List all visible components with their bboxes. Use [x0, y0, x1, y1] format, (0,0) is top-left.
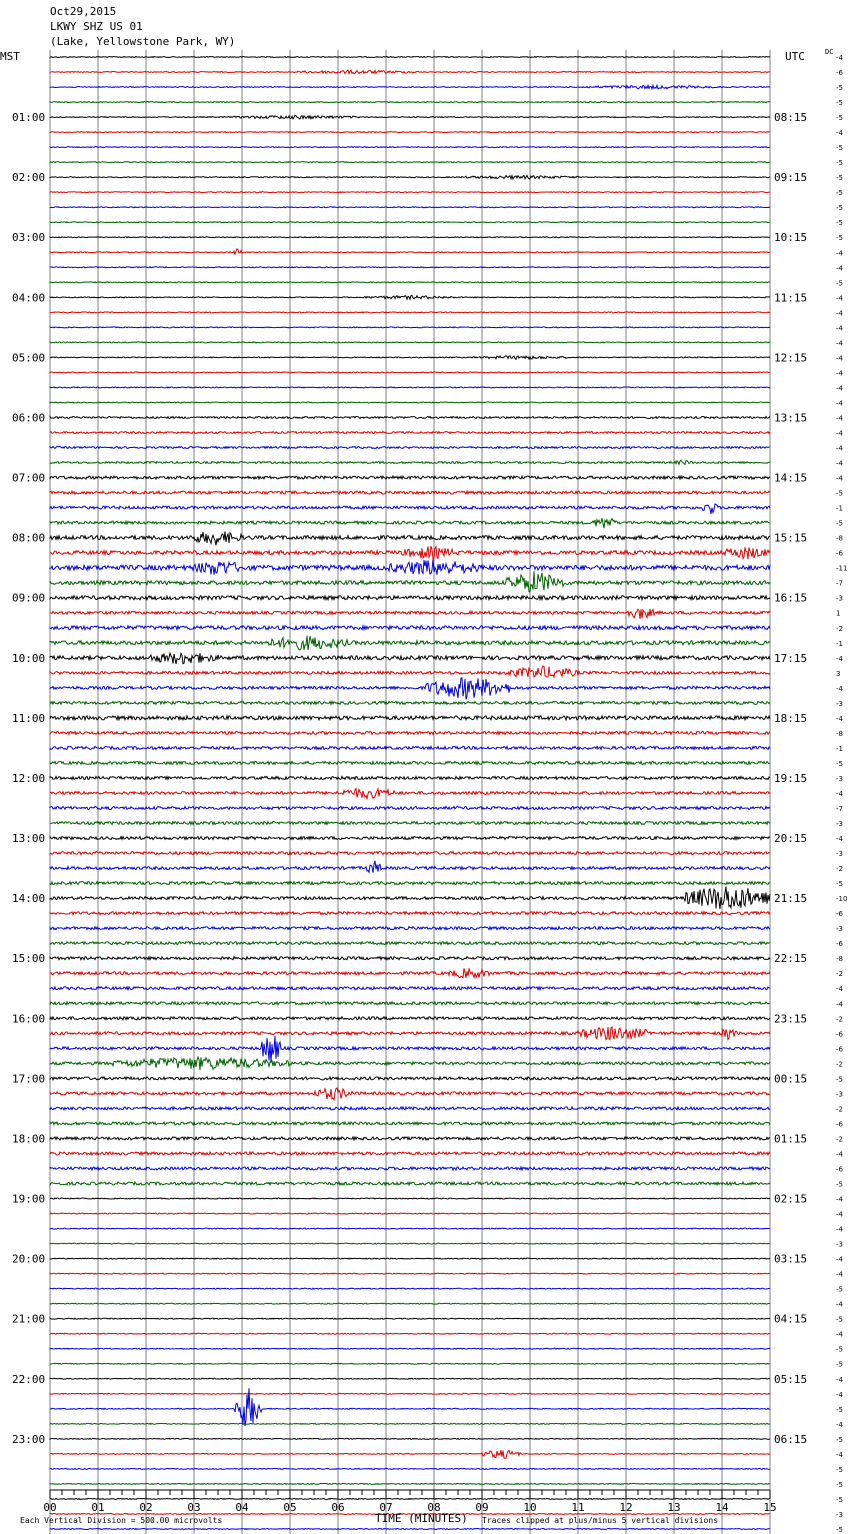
dc-offset-label: -4 — [836, 1255, 843, 1264]
trace-row-13-red — [50, 249, 770, 254]
x-tick-label: 02 — [139, 1501, 153, 1514]
dc-offset-label: -5 — [836, 1315, 843, 1324]
x-tick-label: 09 — [475, 1501, 489, 1514]
dc-offset-label: -2 — [836, 1135, 843, 1144]
trace-row-20-black — [50, 356, 770, 359]
trace-row-52-black — [50, 837, 770, 840]
trace-row-70-blue — [50, 1107, 770, 1110]
utc-hour-label: 21:15 — [774, 892, 808, 906]
trace-row-29-red — [50, 491, 770, 494]
trace-row-49-red — [50, 788, 770, 798]
x-tick-label: 04 — [235, 1501, 249, 1514]
dc-offset-label: -4 — [836, 835, 843, 844]
dc-offset-label: -4 — [836, 1000, 843, 1009]
dc-offset-label: -5 — [836, 174, 843, 183]
trace-row-80-black — [50, 1258, 770, 1259]
trace-row-57-red — [50, 912, 770, 915]
trace-row-14-blue — [50, 267, 770, 268]
dc-label: DC — [825, 48, 834, 56]
trace-row-15-green — [50, 282, 770, 283]
trace-row-26-blue — [50, 447, 770, 449]
trace-row-93-red — [50, 1450, 770, 1458]
dc-offset-label: -5 — [836, 1495, 843, 1504]
trace-row-30-blue — [50, 504, 770, 514]
utc-hour-label: 17:15 — [774, 651, 808, 665]
dc-offset-label: -4 — [836, 54, 843, 62]
dc-offset-label: -6 — [836, 1045, 843, 1054]
utc-hour-label: 11:15 — [774, 291, 808, 305]
dc-offset-label: -3 — [836, 774, 843, 783]
dc-offset-label: -5 — [836, 1480, 843, 1489]
dc-offset-label: -11 — [836, 564, 848, 573]
dc-offset-label: -5 — [836, 1075, 843, 1084]
x-tick-label: 12 — [619, 1501, 633, 1514]
dc-offset-label: -6 — [836, 1030, 843, 1039]
dc-offset-label: -6 — [836, 940, 843, 949]
mst-hour-label: 02:00 — [12, 171, 46, 185]
dc-offset-label: -2 — [836, 970, 843, 979]
dc-offset-label: -4 — [836, 714, 843, 723]
dc-offset-label: -5 — [836, 99, 843, 108]
dc-offset-label: -2 — [836, 1015, 843, 1024]
dc-offset-label: -7 — [836, 579, 843, 588]
chart-location: (Lake, Yellowstone Park, WY) — [50, 35, 236, 48]
dc-offset-label: -5 — [836, 1405, 843, 1414]
dc-offset-label: -4 — [836, 1420, 843, 1429]
dc-offset-label: -5 — [836, 1435, 843, 1444]
trace-row-6-blue — [50, 147, 770, 148]
utc-hour-label: 13:15 — [774, 411, 808, 425]
dc-offset-label: -10 — [836, 895, 848, 904]
dc-offset-label: -6 — [836, 1165, 843, 1174]
dc-offset-label: -4 — [836, 309, 843, 318]
trace-row-81-red — [50, 1273, 770, 1274]
mst-hour-label: 08:00 — [12, 531, 46, 545]
trace-row-86-blue — [50, 1348, 770, 1349]
dc-offset-label: -3 — [836, 1090, 843, 1099]
x-tick-label: 13 — [667, 1501, 681, 1514]
x-tick-label: 14 — [715, 1501, 729, 1514]
utc-hour-label: 15:15 — [774, 531, 808, 545]
trace-row-92-black — [50, 1438, 770, 1439]
trace-row-87-green — [50, 1363, 770, 1364]
dc-offset-label: -6 — [836, 910, 843, 919]
dc-offset-label: -5 — [836, 1180, 843, 1189]
dc-offset-label: -4 — [836, 1225, 843, 1234]
trace-row-96-black — [50, 1498, 770, 1499]
dc-offset-label: 3 — [836, 669, 841, 678]
utc-hour-label: 18:15 — [774, 711, 808, 725]
dc-offset-label: -4 — [836, 1375, 843, 1384]
x-tick-label: 05 — [283, 1501, 297, 1514]
dc-offset-label: -2 — [836, 1105, 843, 1114]
trace-row-94-blue — [50, 1468, 770, 1469]
mst-hour-label: 01:00 — [12, 111, 46, 125]
dc-offset-label: -4 — [836, 1270, 843, 1279]
trace-row-89-red — [50, 1393, 770, 1394]
dc-offset-label: -4 — [836, 264, 843, 273]
dc-offset-label: -3 — [836, 1240, 843, 1249]
dc-offset-label: -4 — [836, 684, 843, 693]
x-tick-label: 10 — [523, 1501, 537, 1514]
trace-row-9-red — [50, 192, 770, 193]
dc-offset-label: -8 — [836, 729, 843, 738]
dc-offset-label: -3 — [836, 925, 843, 934]
trace-row-83-green — [50, 1303, 770, 1304]
mst-hour-label: 12:00 — [12, 771, 46, 785]
trace-row-73-red — [50, 1152, 770, 1155]
trace-row-50-blue — [50, 807, 770, 810]
trace-row-78-blue — [50, 1228, 770, 1229]
dc-offset-label: -6 — [836, 1120, 843, 1129]
dc-offset-label: 1 — [836, 609, 841, 618]
dc-offset-label: -5 — [836, 1360, 843, 1369]
trace-row-60-black — [50, 957, 770, 960]
dc-offset-label: -4 — [836, 1450, 843, 1459]
trace-row-39-green — [50, 636, 770, 650]
dc-offset-label: -4 — [836, 249, 843, 258]
trace-row-48-black — [50, 776, 770, 779]
trace-row-38-blue — [50, 626, 770, 630]
trace-row-72-black — [50, 1137, 770, 1140]
mst-hour-label: 18:00 — [12, 1132, 46, 1146]
dc-offset-label: -2 — [836, 865, 843, 874]
trace-row-88-black — [50, 1378, 770, 1379]
dc-offset-label: -4 — [836, 459, 843, 468]
dc-offset-label: -6 — [836, 549, 843, 558]
trace-row-64-black — [50, 1017, 770, 1020]
dc-offset-label: -4 — [836, 444, 843, 453]
trace-row-82-blue — [50, 1288, 770, 1289]
trace-row-7-green — [50, 162, 770, 163]
trace-row-69-red — [50, 1088, 770, 1100]
x-tick-label: 07 — [379, 1501, 393, 1514]
dc-offset-label: -5 — [836, 189, 843, 198]
dc-offset-label: -3 — [836, 1510, 843, 1519]
chart-station: LKWY SHZ US 01 — [50, 20, 143, 33]
mst-hour-label: 11:00 — [12, 711, 46, 725]
trace-row-65-red — [50, 1027, 770, 1039]
trace-row-41-red — [50, 666, 770, 677]
utc-hour-label: 14:15 — [774, 471, 808, 485]
dc-offset-label: -3 — [836, 820, 843, 829]
dc-offset-label: -5 — [836, 279, 843, 288]
trace-row-17-red — [50, 312, 770, 313]
mst-hour-label: 21:00 — [12, 1312, 46, 1326]
trace-row-43-green — [50, 701, 770, 704]
trace-row-11-green — [50, 222, 770, 223]
dc-offset-label: -4 — [836, 1390, 843, 1399]
trace-row-21-red — [50, 372, 770, 373]
mst-hour-label: 03:00 — [12, 231, 46, 245]
utc-hour-label: 06:15 — [774, 1432, 808, 1446]
trace-row-32-black — [50, 531, 770, 545]
trace-row-24-black — [50, 416, 770, 418]
utc-hour-label: 12:15 — [774, 351, 808, 365]
trace-row-34-blue — [50, 560, 770, 575]
dc-offset-label: -4 — [836, 1330, 843, 1339]
trace-row-84-black — [50, 1318, 770, 1319]
trace-row-44-black — [50, 716, 770, 720]
x-tick-label: 11 — [571, 1501, 585, 1514]
trace-row-8-black — [50, 175, 770, 179]
dc-offset-label: -5 — [836, 84, 843, 93]
clip-note: Traces clipped at plus/minus 5 vertical divisions — [482, 1516, 719, 1525]
dc-offset-label: -6 — [836, 69, 843, 78]
trace-row-76-black — [50, 1198, 770, 1199]
dc-offset-label: -8 — [836, 955, 843, 964]
dc-offset-label: -4 — [836, 429, 843, 438]
trace-row-2-blue — [50, 85, 770, 89]
utc-hour-label: 19:15 — [774, 771, 808, 785]
trace-row-91-green — [50, 1423, 770, 1424]
trace-row-63-green — [50, 1002, 770, 1005]
mst-hour-label: 14:00 — [12, 892, 46, 906]
trace-row-35-green — [50, 571, 770, 592]
trace-row-0-black — [50, 57, 770, 58]
trace-row-3-green — [50, 102, 770, 103]
mst-hour-label: 16:00 — [12, 1012, 46, 1026]
dc-offset-label: -3 — [836, 594, 843, 603]
utc-hour-label: 05:15 — [774, 1372, 808, 1386]
dc-offset-label: -5 — [836, 144, 843, 153]
dc-offset-label: -4 — [836, 1210, 843, 1219]
trace-row-85-red — [50, 1333, 770, 1334]
utc-hour-label: 08:15 — [774, 111, 808, 125]
mst-hour-label: 13:00 — [12, 832, 46, 846]
trace-row-19-green — [50, 342, 770, 343]
trace-row-16-black — [50, 295, 770, 299]
dc-offset-label: -4 — [836, 654, 843, 663]
dc-offset-label: -5 — [836, 759, 843, 768]
dc-offset-label: -5 — [836, 1285, 843, 1294]
trace-row-12-black — [50, 237, 770, 238]
mst-hour-label: 06:00 — [12, 411, 46, 425]
right-timezone-label: UTC — [785, 50, 805, 63]
dc-offset-label: -8 — [836, 534, 843, 543]
dc-offset-label: -5 — [836, 1345, 843, 1354]
trace-row-36-black — [50, 596, 770, 600]
dc-offset-label: -4 — [836, 324, 843, 333]
x-tick-label: 03 — [187, 1501, 201, 1514]
trace-row-61-red — [50, 968, 770, 978]
dc-offset-label: -5 — [836, 234, 843, 243]
trace-row-59-green — [50, 942, 770, 945]
trace-row-56-black — [50, 887, 770, 909]
trace-row-28-black — [50, 476, 770, 479]
dc-offset-label: -4 — [836, 1150, 843, 1159]
x-tick-label: 01 — [91, 1501, 105, 1514]
dc-offset-label: -7 — [836, 805, 843, 813]
dc-offset-label: -5 — [836, 1525, 843, 1534]
chart-date: Oct29,2015 — [50, 5, 117, 18]
dc-offset-label: -4 — [836, 339, 843, 348]
dc-offset-label: -4 — [836, 985, 843, 994]
trace-row-98-blue — [50, 1528, 770, 1529]
dc-offset-label: -5 — [836, 114, 843, 123]
dc-offset-label: -5 — [836, 880, 843, 889]
utc-hour-label: 10:15 — [774, 231, 808, 245]
trace-row-67-green — [50, 1057, 770, 1070]
trace-row-51-green — [50, 822, 770, 825]
dc-offset-label: -5 — [836, 1465, 843, 1474]
dc-offset-label: -5 — [836, 159, 843, 168]
utc-hour-label: 02:15 — [774, 1192, 808, 1206]
trace-row-79-green — [50, 1243, 770, 1244]
trace-row-62-blue — [50, 987, 770, 990]
trace-row-54-blue — [50, 861, 770, 873]
mst-hour-label: 07:00 — [12, 471, 46, 485]
dc-offset-label: -5 — [836, 519, 843, 528]
dc-offset-label: -4 — [836, 789, 843, 798]
x-tick-label: 06 — [331, 1501, 345, 1514]
trace-row-40-black — [50, 653, 770, 664]
dc-offset-label: -2 — [836, 1060, 843, 1069]
trace-row-55-green — [50, 882, 770, 885]
trace-row-42-blue — [50, 678, 770, 699]
utc-hour-label: 01:15 — [774, 1132, 808, 1146]
dc-offset-label: -1 — [836, 504, 843, 513]
dc-offset-label: -4 — [836, 354, 843, 363]
trace-row-47-green — [50, 761, 770, 764]
trace-row-25-red — [50, 432, 770, 434]
trace-row-58-blue — [50, 927, 770, 930]
trace-row-46-blue — [50, 746, 770, 749]
trace-row-22-blue — [50, 387, 770, 388]
utc-hour-label: 20:15 — [774, 832, 808, 846]
trace-row-53-red — [50, 852, 770, 855]
x-tick-label: 00 — [43, 1501, 57, 1514]
utc-hour-label: 03:15 — [774, 1252, 808, 1266]
mst-hour-label: 15:00 — [12, 952, 46, 966]
trace-row-31-green — [50, 518, 770, 528]
dc-offset-label: -4 — [836, 294, 843, 303]
dc-offset-label: -1 — [836, 744, 843, 753]
dc-offset-label: -4 — [836, 399, 843, 408]
mst-hour-label: 20:00 — [12, 1252, 46, 1266]
dc-offset-label: -3 — [836, 850, 843, 859]
mst-hour-label: 19:00 — [12, 1192, 46, 1206]
trace-row-45-red — [50, 731, 770, 734]
trace-row-1-red — [50, 70, 770, 74]
trace-row-77-red — [50, 1213, 770, 1214]
mst-hour-label: 10:00 — [12, 651, 46, 665]
dc-offset-label: -4 — [836, 1300, 843, 1309]
utc-hour-label: 04:15 — [774, 1312, 808, 1326]
trace-row-4-black — [50, 115, 770, 119]
trace-row-75-green — [50, 1182, 770, 1185]
x-tick-label: 15 — [763, 1501, 777, 1514]
mst-hour-label: 17:00 — [12, 1072, 46, 1086]
mst-hour-label: 09:00 — [12, 591, 46, 605]
mst-hour-label: 23:00 — [12, 1432, 46, 1446]
trace-row-27-green — [50, 460, 770, 464]
trace-row-68-black — [50, 1077, 770, 1080]
trace-row-33-red — [50, 546, 770, 559]
trace-row-66-blue — [50, 1036, 770, 1063]
trace-row-10-blue — [50, 207, 770, 208]
utc-hour-label: 16:15 — [774, 591, 808, 605]
dc-offset-label: -4 — [836, 369, 843, 378]
dc-offset-label: -4 — [836, 129, 843, 138]
trace-row-95-green — [50, 1483, 770, 1484]
x-axis-title: TIME (MINUTES) — [375, 1512, 468, 1525]
utc-hour-label: 22:15 — [774, 952, 808, 966]
dc-offset-label: -1 — [836, 639, 843, 648]
dc-offset-label: -4 — [836, 1195, 843, 1204]
mst-hour-label: 22:00 — [12, 1372, 46, 1386]
mst-hour-label: 04:00 — [12, 291, 46, 305]
x-tick-label: 08 — [427, 1501, 441, 1514]
utc-hour-label: 23:15 — [774, 1012, 808, 1026]
dc-offset-label: -5 — [836, 219, 843, 228]
dc-offset-label: -4 — [836, 384, 843, 393]
dc-offset-label: -5 — [836, 489, 843, 498]
scale-note: Each Vertical Division = 500.00 microvolts — [20, 1516, 223, 1525]
trace-row-71-green — [50, 1122, 770, 1125]
utc-hour-label: 00:15 — [774, 1072, 808, 1086]
dc-offset-label: -4 — [836, 474, 843, 483]
dc-offset-label: -3 — [836, 699, 843, 708]
trace-row-37-red — [50, 609, 770, 619]
left-timezone-label: MST — [0, 50, 20, 63]
utc-hour-label: 09:15 — [774, 171, 808, 185]
dc-offset-label: -2 — [836, 624, 843, 633]
dc-offset-label: -4 — [836, 414, 843, 423]
trace-row-23-green — [50, 402, 770, 403]
trace-row-74-blue — [50, 1167, 770, 1170]
mst-hour-label: 05:00 — [12, 351, 46, 365]
dc-offset-label: -5 — [836, 204, 843, 213]
trace-row-5-red — [50, 132, 770, 133]
trace-row-18-blue — [50, 327, 770, 328]
